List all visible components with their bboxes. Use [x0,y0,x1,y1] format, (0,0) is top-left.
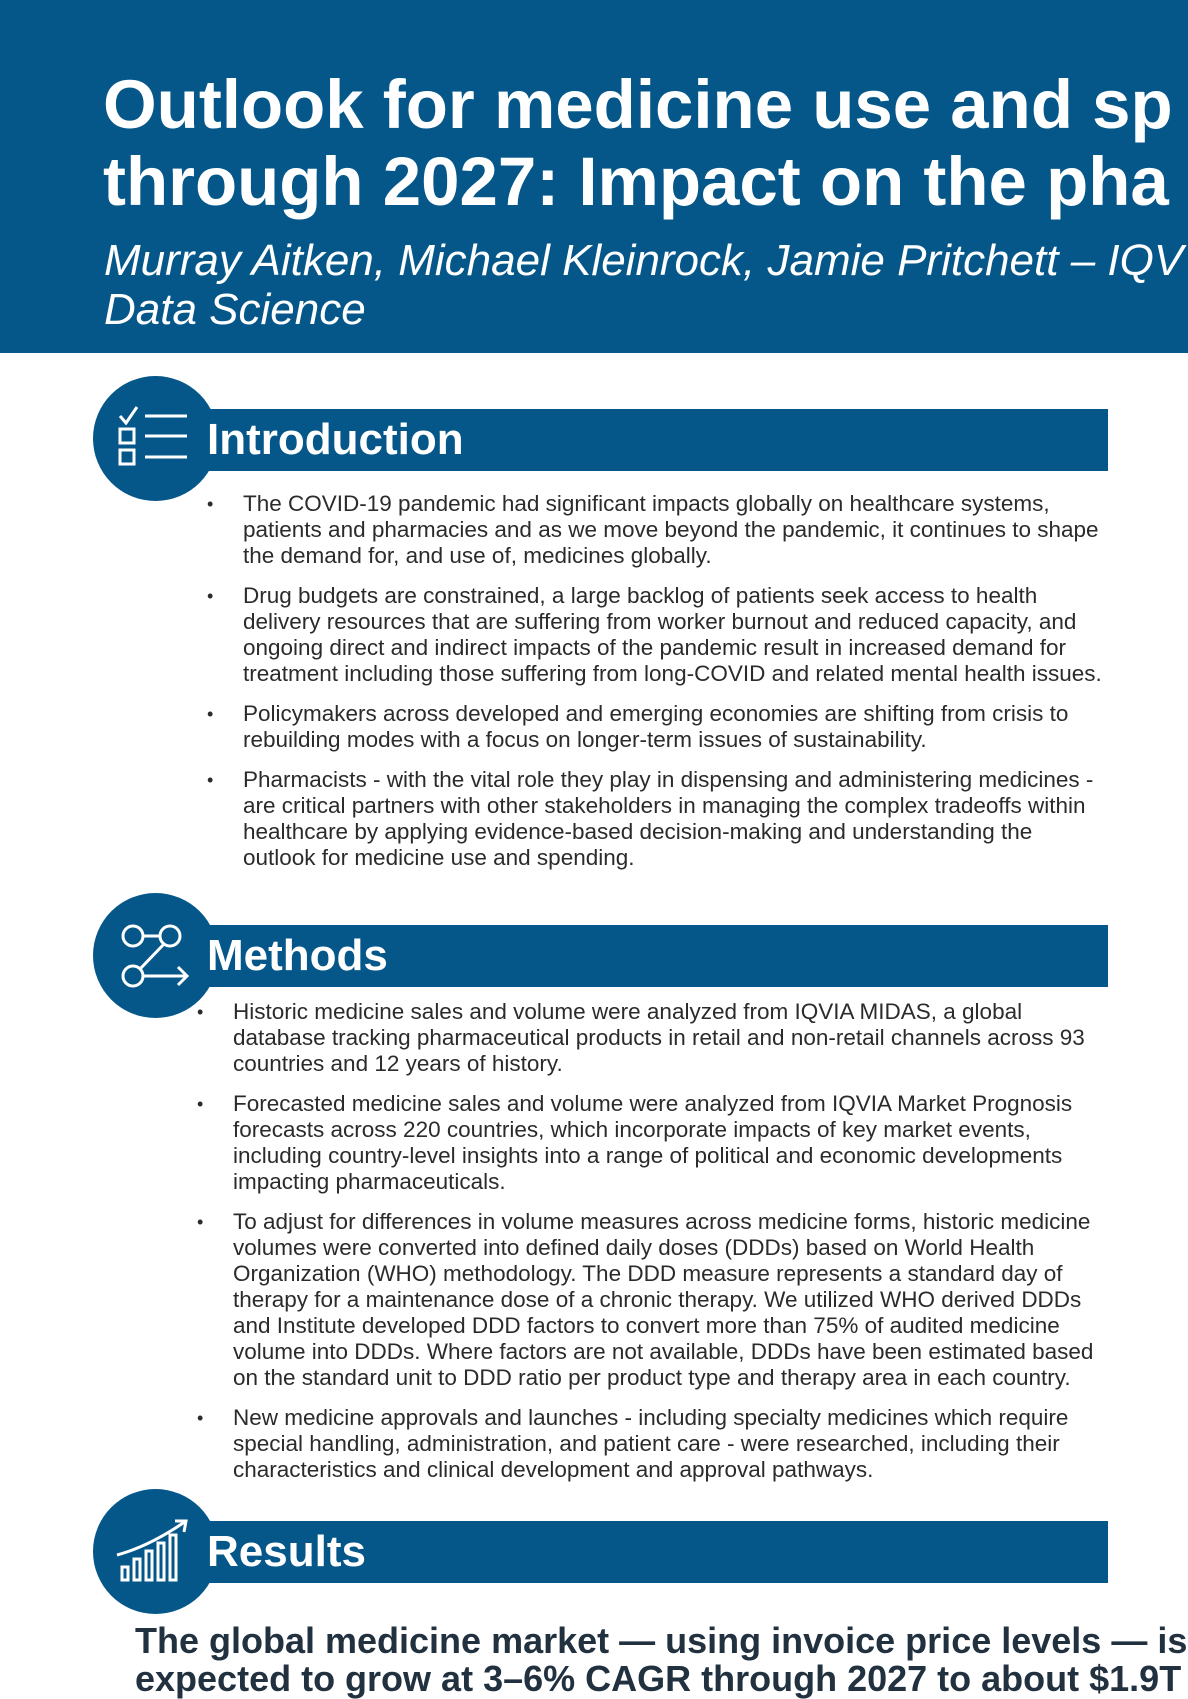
list-item: • Policymakers across developed and emerging economies are shifting from crisis to rebuilding modes with a focus on longer-term issues of sustainability. [207,701,1069,752]
list-item: • The COVID-19 pandemic had significant impacts globally on healthcare systems, patients and pharmacies and as we move beyond the pandemic, it continues to shape the demand for, and use of, medicines globally. [207,491,1099,568]
poster-authors: Murray Aitken, Michael Kleinrock, Jamie Pritchett – IQV Data Science [104,236,1184,334]
list-item: • Historic medicine sales and volume were analyzed from IQVIA MIDAS, a global database tracking pharmaceutical products in retail and non-retail channels across 93 countries and 12 years of history. [197,999,1085,1076]
growth-chart-icon [93,1489,218,1614]
methods-list [197,999,1103,1497]
list-item: • Drug budgets are constrained, a large backlog of patients seek access to health delivery resources that are suffering from worker burnout and reduced capacity, and ongoing direct and indirect impacts of the pandemic result in increased demand for treatment including those suffering from long-COVID and related mental health issues. [207,583,1102,686]
list-item: • Pharmacists - with the vital role they play in dispensing and administering medicines - are critical partners with other stakeholders in managing the complex tradeoffs within healthcare by applying evidence-based decision-making and understanding the outlook for medicine use and spending. [207,767,1094,870]
introduction-list [207,491,1103,885]
introduction-heading: Introduction [207,415,464,464]
list-item: • To adjust for differences in volume measures across medicine forms, historic medicine volumes were converted into defined daily doses (DDDs) based on World Health Organization (WHO) methodology. The DDD measure represents a standard day of therapy for a maintenance dose of a chronic therapy. We utilized WHO derived DDDs and Institute developed DDD factors to convert more than 75% of audited medicine volume into DDDs. Where factors are not available, DDDs have been estimated based on the standard unit to DDD ratio per product type and therapy area in each country. [197,1209,1094,1390]
checklist-icon [93,376,218,501]
list-item: • New medicine approvals and launches - including specialty medicines which require special handling, administration, and patient care - were researched, including their characteristics and clinical development and approval pathways. [197,1405,1069,1482]
results-headline: The global medicine market — using invoice price levels — is expected to grow at 3–6% CAGR through 2027 to about $1.9T [135,1620,1188,1699]
header-banner [0,0,1188,353]
poster-title: Outlook for medicine use and sp through 2027: Impact on the pha [103,66,1173,220]
methods-heading: Methods [207,931,388,980]
results-heading: Results [207,1527,366,1576]
list-item: • Forecasted medicine sales and volume were analyzed from IQVIA Market Prognosis forecasts across 220 countries, which incorporate impacts of key market events, including country-level insights into a range of political and economic developments impacting pharmaceuticals. [197,1091,1073,1194]
